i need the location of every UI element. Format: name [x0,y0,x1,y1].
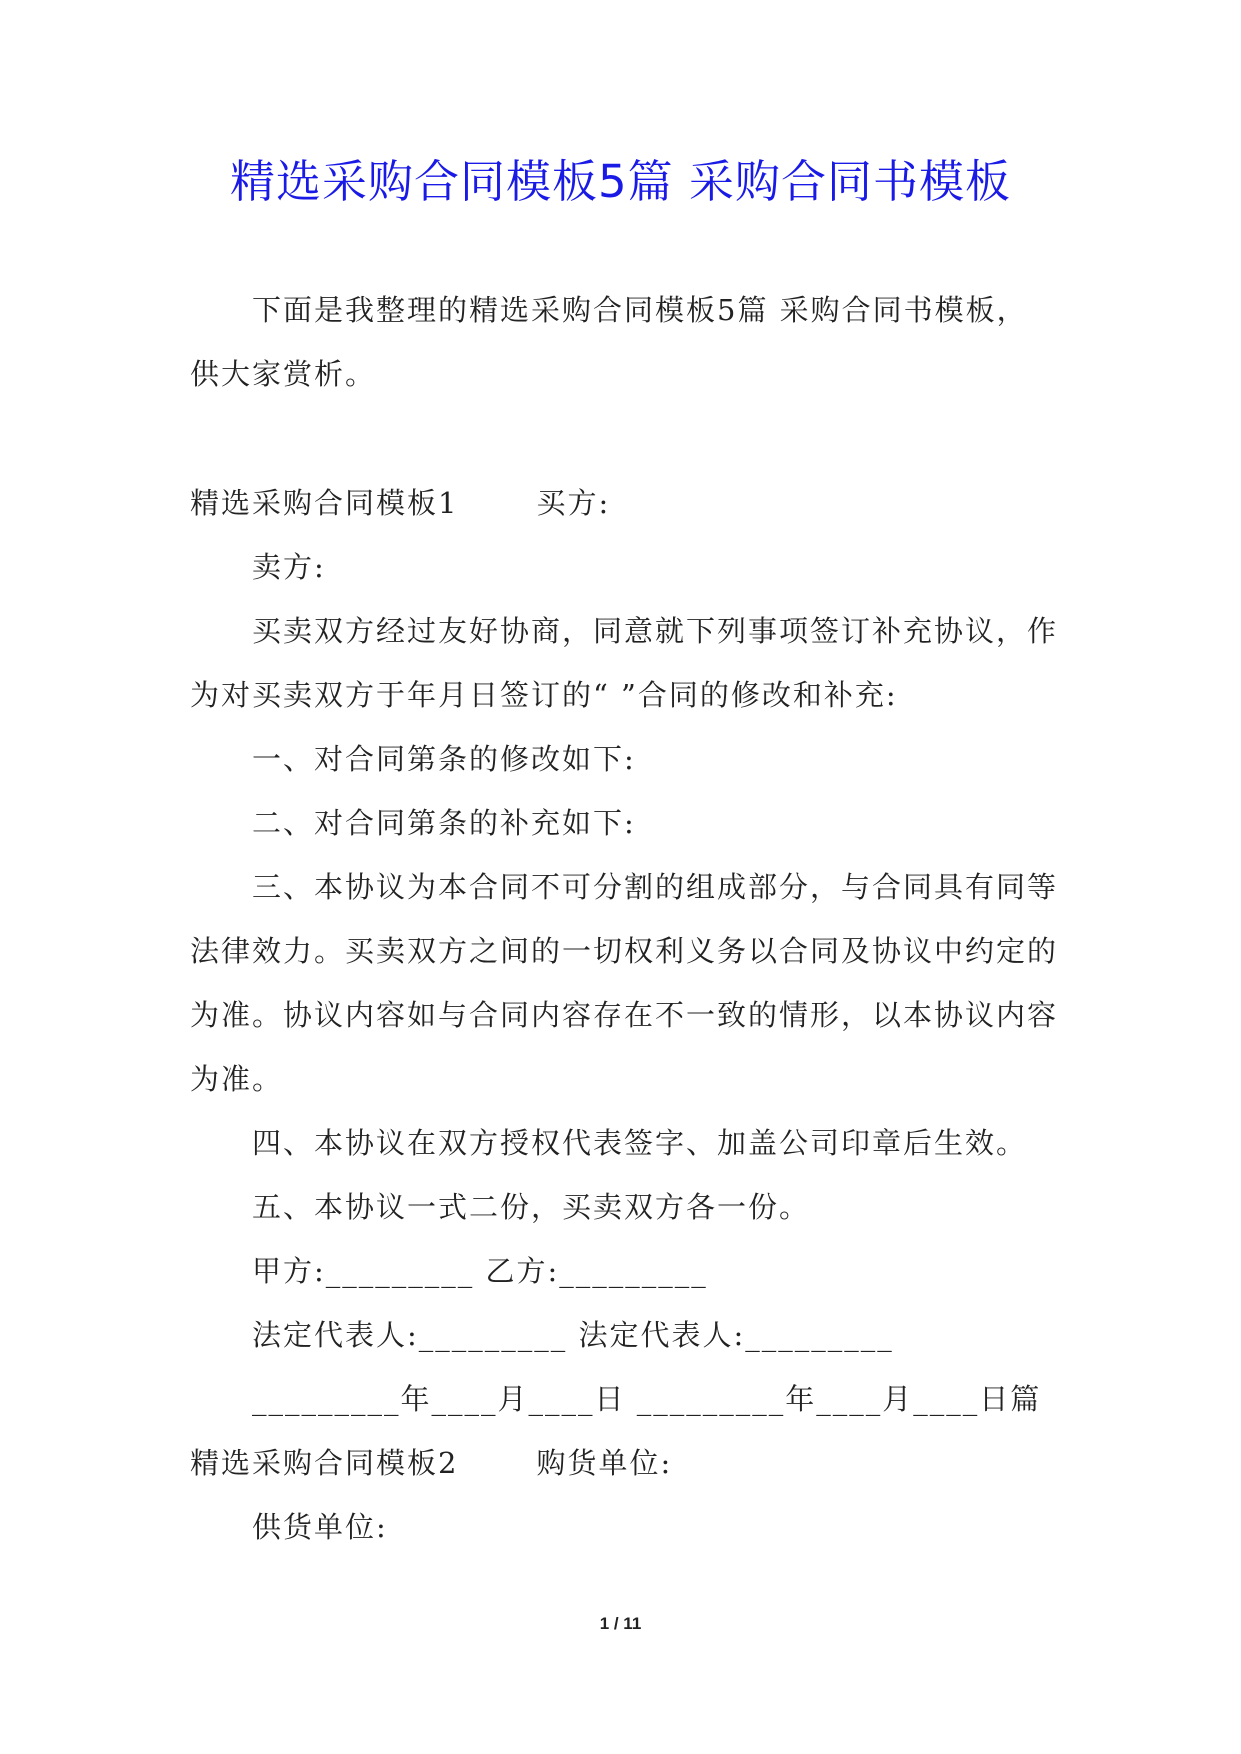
section2-heading: 精选采购合同模板2 [190,1446,459,1480]
section1-buyer: 买方: [536,486,611,520]
section1-item-2: 二、对合同第条的补充如下: [252,806,636,840]
section1-item-4: 四、本协议在双方授权代表签字、加盖公司印章后生效。 [252,1126,1028,1160]
intro-line-1: 下面是我整理的精选采购合同模板5篇 采购合同书模板， [252,293,1028,327]
section1-item-5: 五、本协议一式二份，买卖双方各一份。 [252,1190,811,1224]
intro-line-2: 供大家赏析。 [190,357,377,391]
page-number: 1 / 11 [599,1614,642,1633]
section1-item-1: 一、对合同第条的修改如下: [252,742,636,776]
section1-heading-row [190,483,610,523]
section1-item-3-line-4: 为准。 [190,1062,284,1096]
section1-item-3-line-2: 法律效力。买卖双方之间的一切权利义务以合同及协议中约定的 [190,934,1059,968]
section1-seller: 卖方: [252,550,326,584]
section1-para1-line-1: 买卖双方经过友好协商，同意就下列事项签订补充协议，作 [252,614,1059,648]
section1-item-3-line-3: 为准。协议内容如与合同内容存在不一致的情形，以本协议内容 [190,998,1059,1032]
signature-date-line: _________年____月____日 _________年____月____日篇 [252,1382,1042,1416]
section1-para1-line-2: 为对买卖双方于年月日签订的“ ”合同的修改和补充: [190,678,898,712]
section1-heading: 精选采购合同模板1 [190,486,459,520]
section1-item-3-line-1: 三、本协议为本合同不可分割的组成部分，与合同具有同等 [252,870,1059,904]
signature-party-line: 甲方:_________ 乙方:_________ [252,1254,708,1288]
section2-buyer: 购货单位: [536,1446,673,1480]
signature-representative-line: 法定代表人:_________ 法定代表人:_________ [252,1318,894,1352]
section2-heading-row [190,1443,672,1483]
document-title: 精选采购合同模板5篇 采购合同书模板 [230,155,1011,208]
section2-seller: 供货单位: [252,1510,388,1544]
